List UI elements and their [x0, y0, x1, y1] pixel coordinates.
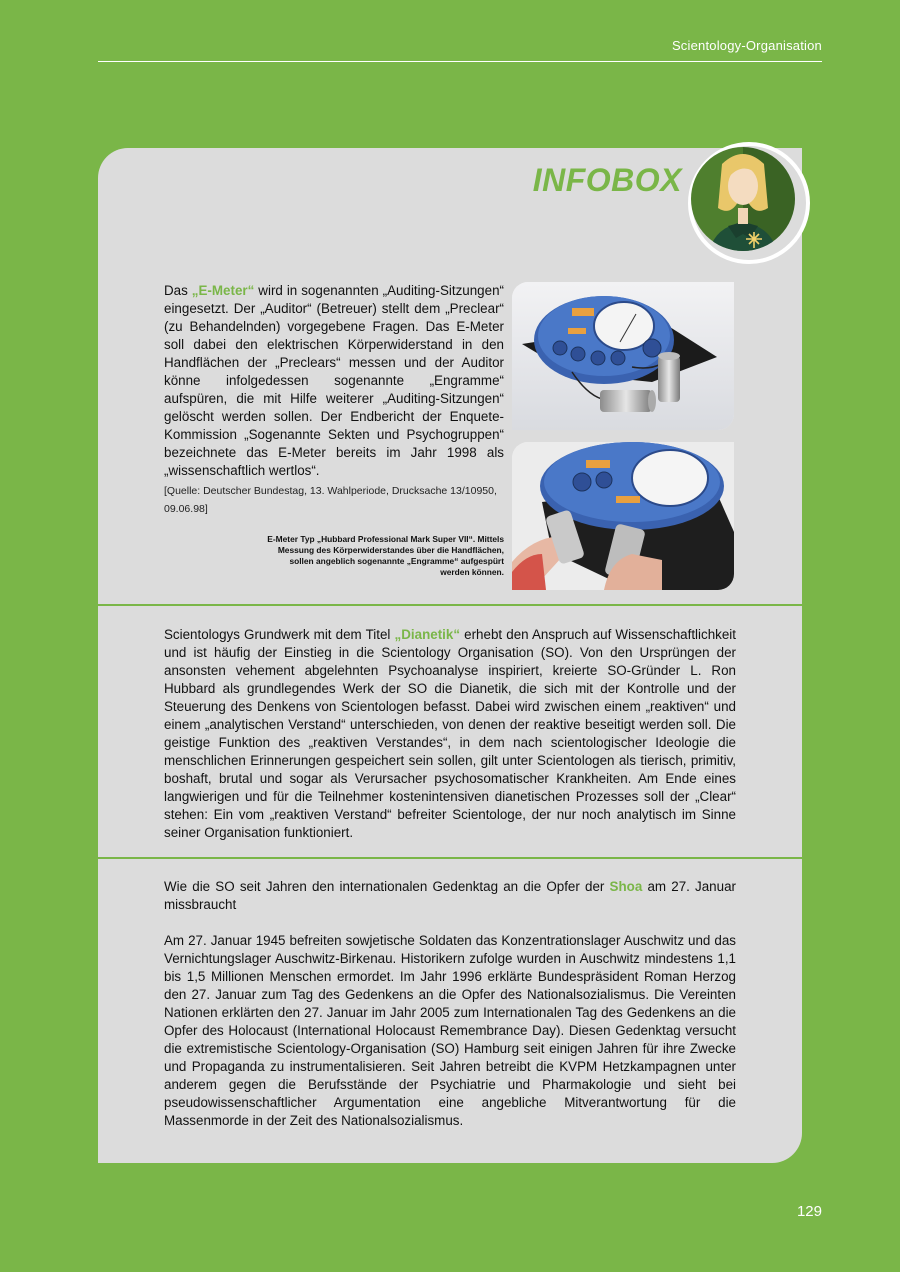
shoa-highlight: Shoa — [609, 879, 643, 894]
header-rule — [98, 61, 822, 62]
infobox-panel — [98, 148, 802, 1163]
shoa-intro: Wie die SO seit Jahren den internationalen Gedenktag an die Opfer der Shoa am 27. Januar missbraucht — [164, 879, 736, 912]
dianetik-highlight: „Dianetik“ — [394, 627, 461, 642]
section-divider-1 — [98, 604, 802, 606]
emeter-highlight: „E-Meter“ — [191, 283, 255, 298]
shoa-body: Am 27. Januar 1945 befreiten sowjetische Soldaten das Konzentrationslager Auschwitz und das Vernichtungslager Auschwitz-Birkenau. Historikern zufolge wurden in Auschwitz mindestens 1,1 bis 1,5 Millionen Menschen ermordet. Im Jahr 1996 erklärte Bundespräsident Roman Herzog den 27. Januar zum Tag des Gedenkens an die Opfer des Nationalsozialismus. Die Vereinten Nationen erklärten den 27. Januar im Jahr 2005 zum Internationalen Tag des Gedenkens an die Opfer des Holocaust (International Holocaust Remembrance Day). Diesen Gedenktag versucht die extremistische Scientology-Organisation (SO) Hamburg seit einigen Jahren für ihre Zwecke und Propaganda zu instrumentalisieren. Seit Jahren betreibt die KVPM Hetzkampagnen unter anderem gegen die Berufsstände der Psychiatrie und Pharmakologie und sieht bei pseudowissenschaftlicher Argumentation eine angebliche Mitverantwortung für die Massenmorde in der Zeit des Nationalsozialismus. — [164, 933, 736, 1128]
emeter-photo-1 — [512, 282, 734, 430]
emeter-section — [164, 282, 504, 578]
photo-caption: E-Meter Typ „Hubbard Professional Mark Super VII“. Mittels Messung des Körperwiderstandes über die Handflächen, sollen angeblich sogenannte „Engramme“ aufgespürt werden können. — [267, 534, 504, 577]
page-header-title: Scientology-Organisation — [671, 38, 822, 53]
female-avatar-icon — [688, 142, 810, 264]
page-number: 129 — [796, 1203, 822, 1220]
emeter-paragraph: Das „E-Meter“ wird in sogenannten „Auditing-Sitzungen“ eingesetzt. Der „Auditor“ (Betreuer) stellt dem „Preclear“ (zu Behandelnden) vorgegebene Fragen. Das E-Meter soll dabei den elektrischen Körperwiderstand in den Handflächen der „Preclears“ messen und der Auditor könne infolgedessen sogenannte „Engramme“ aufspüren, die mit Hilfe weiterer „Auditing-Sitzungen“ gelöscht werden sollen. Der Endbericht der Enquete-Kommission „Sogenannte Sekten und Psychogruppen“ bezeichnete das E-Meter bereits im Jahr 1998 als „wissenschaftlich wertlos“. — [164, 283, 504, 478]
dianetik-paragraph: Scientologys Grundwerk mit dem Titel „Dianetik“ erhebt den Anspruch auf Wissenschaftlichkeit und ist häufig der Einstieg in die Scientology Organisation (SO). Von den Ursprüngen der ansonsten vehement abgelehnten Psychoanalyse inspiriert, kreierte SO-Gründer L. Ron Hubbard als grundlegendes Werk der SO die Dianetik, die sich mit der Kontrolle und der Steuerung des Denkens von Scientologen befasst. Dabei wird zwischen einem „reaktiven“ und einem „analytischen Verstand“ unterschieden, von denen der reaktive beseitigt werden soll. Die geistige Funktion des „reaktiven Verstandes“, in dem nach scientologischer Ideologie die menschlichen Erinnerungen gespeichert sein sollen, gilt unter Scientologen als tierisch, primitiv, boshaft, brutal und sogar als Verursacher psychosomatischer Krankheiten. Am Ende eines langwierigen und für die Teilnehmer kostenintensiven dianetischen Prozesses soll der „Clear“ stehen: Ein vom „reaktiven Verstand“ befreiter Scientologe, der nur noch analytisch im Sinne seiner Organisation funktioniert. — [164, 627, 736, 840]
source-note: [Quelle: Deutscher Bundestag, 13. Wahlperiode, Drucksache 13/10950, 09.06.98] — [164, 485, 497, 515]
shoa-section — [164, 878, 736, 1130]
infobox-title: INFOBOX — [532, 162, 682, 198]
section-divider-2 — [98, 857, 802, 859]
dianetik-section — [164, 626, 736, 842]
emeter-photo-2 — [512, 442, 734, 590]
